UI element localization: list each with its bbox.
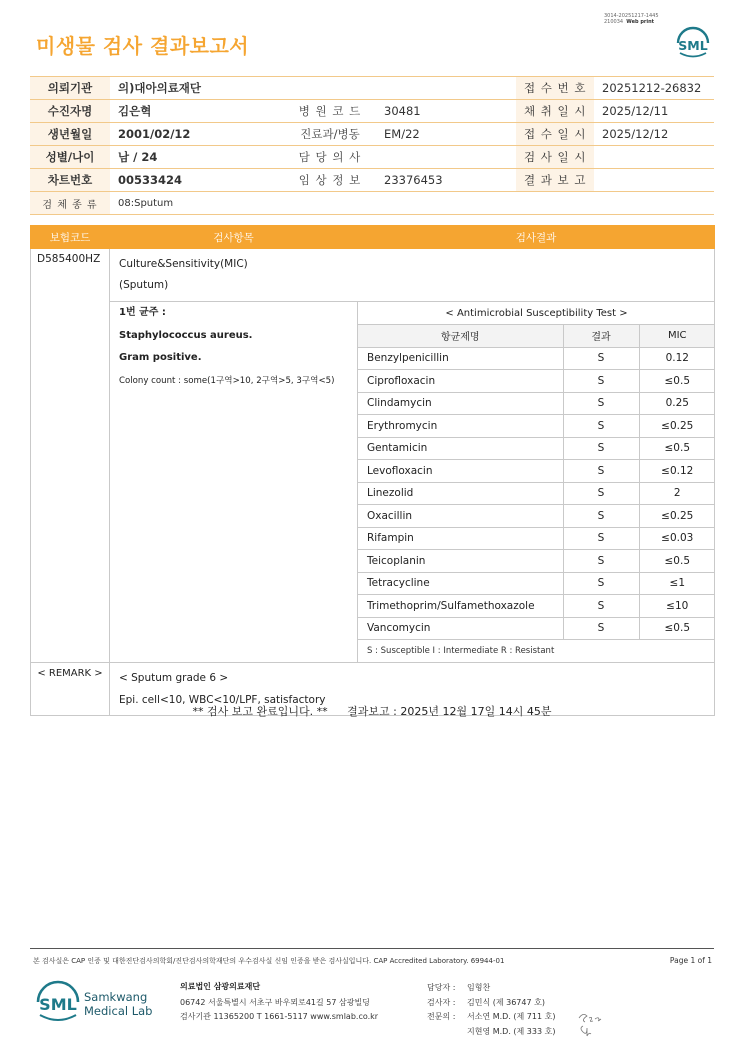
doctor-label: 담 당 의 사 [284,146,376,169]
sex-age-value: 남 / 24 [110,146,284,169]
info-row [30,123,714,146]
report-title: 미생물 검사 결과보고서 [36,34,250,58]
test-item-name [110,249,715,302]
name-label: 수진자명 [30,100,110,123]
ast-result: S [563,437,639,460]
remark-label: < REMARK > [31,663,110,716]
ast-legend-row [358,640,715,663]
clinical-label: 임 상 정 보 [284,169,376,192]
ast-mic: ≤0.12 [639,460,715,483]
report-time: 결과보고 : 2025년 12월 17일 14시 45분 [347,705,552,718]
ast-drug-name: Rifampin [358,527,563,550]
ast-drug-name: Oxacillin [358,505,563,528]
dept-value: EM/22 [376,123,516,146]
results-header [31,226,715,249]
samkwang-logo-icon [36,980,196,1026]
ast-row [358,347,715,370]
col-test-item: 검사항목 [110,226,358,249]
test-date-value [594,146,714,169]
receipt-no-value: 20251212-26832 [594,77,714,100]
organism-cell [110,302,358,663]
ast-drug-name: Benzylpenicillin [358,347,563,370]
dept-label: 진료과/병동 [284,123,376,146]
ast-drug-name: Gentamicin [358,437,563,460]
info-row [30,169,714,192]
chart-no-value: 00533424 [110,169,284,192]
doctor-value [376,146,516,169]
receipt-no-label: 접 수 번 호 [516,77,594,100]
ast-mic: 0.25 [639,392,715,415]
ast-row [358,392,715,415]
ast-mic: ≤1 [639,572,715,595]
ast-result: S [563,572,639,595]
staff-block [427,981,577,1039]
ast-result: S [563,482,639,505]
org-address: 06742 서울특별시 서초구 바우뫼로41길 57 삼광빌딩 [180,998,370,1007]
ast-result: S [563,505,639,528]
staff-row: 검사자 : 김민식 (제 36747 호) [427,997,545,1007]
clinical-value: 23376453 [376,169,516,192]
completion-line [0,703,744,719]
footer-divider [30,948,714,949]
specimen-label: 검 체 종 류 [30,192,110,215]
patient-info-table [30,76,714,215]
ast-result: S [563,527,639,550]
ast-row [358,460,715,483]
print-meta-line1: 3014-20251217-1445 [604,13,659,19]
test-row [31,249,715,302]
collect-date-value: 2025/12/11 [594,100,714,123]
print-meta-line2: 210034 Web print [604,19,655,25]
results-table [30,225,715,716]
specimen-value: 08:Sputum [110,192,714,215]
dob-label: 생년월일 [30,123,110,146]
ast-row [358,415,715,438]
organism-row [31,302,715,663]
svg-text:Samkwang: Samkwang [84,990,148,1004]
ast-cell [358,302,715,663]
ast-mic: 2 [639,482,715,505]
remark-line1: < Sputum grade 6 > [119,672,229,684]
requester-label: 의뢰기관 [30,77,110,100]
ast-title-row [358,302,715,325]
ast-mic: ≤0.25 [639,415,715,438]
ast-mic: ≤0.25 [639,505,715,528]
test-item-line1: Culture&Sensitivity(MIC) [119,258,248,270]
ast-result: S [563,370,639,393]
ast-drug-name: Tetracycline [358,572,563,595]
ast-mic: ≤0.5 [639,437,715,460]
hospital-code-label: 병 원 코 드 [284,100,376,123]
organism-header: 1번 균주 : [119,307,166,318]
svg-text:SML: SML [39,995,77,1014]
staff-row: 지현영 M.D. (제 333 호) [467,1026,556,1036]
ast-result: S [563,392,639,415]
ast-drug-name: Clindamycin [358,392,563,415]
ast-legend: S : Susceptible I : Intermediate R : Resistant [358,640,715,663]
org-contact: 검사기관 11365200 T 1661-5117 www.smlab.co.kr [180,1012,379,1021]
col-insurance-code: 보험코드 [31,226,110,249]
chart-no-label: 차트번호 [30,169,110,192]
ast-drug-name: Erythromycin [358,415,563,438]
ast-title: < Antimicrobial Susceptibility Test > [358,302,715,325]
ast-table [358,302,715,662]
ast-row [358,550,715,573]
ast-drug-name: Ciprofloxacin [358,370,563,393]
report-value [594,169,714,192]
staff-row: 전문의 : 서소연 M.D. (제 711 호) [427,1012,556,1021]
collect-date-label: 채 취 일 시 [516,100,594,123]
ast-drug-name: Trimethoprim/Sulfamethoxazole [358,595,563,618]
ast-row [358,527,715,550]
info-row [30,77,714,100]
staff-row: 담당자 : 임형찬 [427,983,491,992]
dob-value: 2001/02/12 [110,123,284,146]
info-row [30,192,714,215]
ast-row [358,437,715,460]
info-row [30,100,714,123]
ast-result: S [563,550,639,573]
ast-row [358,370,715,393]
receipt-date-value: 2025/12/12 [594,123,714,146]
org-address-block [180,996,378,1024]
ast-drug-name: Levofloxacin [358,460,563,483]
ast-result: S [563,460,639,483]
ast-drug-name: Linezolid [358,482,563,505]
org-name: 의료법인 삼광의료재단 [180,982,261,991]
ast-mic: ≤0.5 [639,550,715,573]
ast-result: S [563,415,639,438]
ast-row [358,505,715,528]
ast-row [358,617,715,640]
remark-line2: Epi. cell<10, WBC<10/LPF, satisfactory [119,694,326,706]
footer-accreditation-note: 본 검사실은 CAP 인증 및 대한진단검사의학회/진단검사의학재단의 우수검사실 신임 인증을 받은 검사실입니다. CAP Accredited Laboratory. 69944-01 [33,957,505,965]
ast-result: S [563,595,639,618]
ast-mic: ≤0.03 [639,527,715,550]
ast-body [358,347,715,640]
ast-result: S [563,347,639,370]
ast-col-drug: 항균제명 [358,325,563,348]
ast-mic: ≤10 [639,595,715,618]
ast-row [358,572,715,595]
requester-value: 의)대아의료재단 [110,77,516,100]
ast-drug-name: Teicoplanin [358,550,563,573]
col-test-result: 검사결과 [358,226,715,249]
ast-subheader [358,325,715,348]
sex-age-label: 성별/나이 [30,146,110,169]
page-number: Page 1 of 1 [669,956,712,965]
test-item-line2: (Sputum) [119,279,169,291]
ast-result: S [563,617,639,640]
ast-mic: ≤0.5 [639,370,715,393]
name-value: 김은혁 [110,100,284,123]
ast-col-result: 결과 [563,325,639,348]
ast-col-mic: MIC [639,325,715,348]
report-label: 결 과 보 고 [516,169,594,192]
info-row [30,146,714,169]
svg-text:SML: SML [678,38,708,53]
receipt-date-label: 접 수 일 시 [516,123,594,146]
ast-row [358,595,715,618]
svg-text:Medical Lab: Medical Lab [84,1004,153,1018]
hospital-code-value: 30481 [376,100,516,123]
ast-drug-name: Vancomycin [358,617,563,640]
test-date-label: 검 사 일 시 [516,146,594,169]
ast-mic: ≤0.5 [664,622,690,635]
organism-gram: Gram positive. [119,352,202,363]
completion-status: ** 검사 보고 완료입니다. ** [192,705,328,718]
organism-name: Staphylococcus aureus. [119,329,253,341]
ast-mic: 0.12 [639,347,715,370]
insurance-code: D585400HZ [31,249,110,663]
signature-icon [575,1010,615,1040]
sml-logo-icon [672,22,714,64]
organism-colony-count: Colony count : some(1구역>10, 2구역>5, 3구역<5) [119,375,335,386]
ast-row [358,482,715,505]
